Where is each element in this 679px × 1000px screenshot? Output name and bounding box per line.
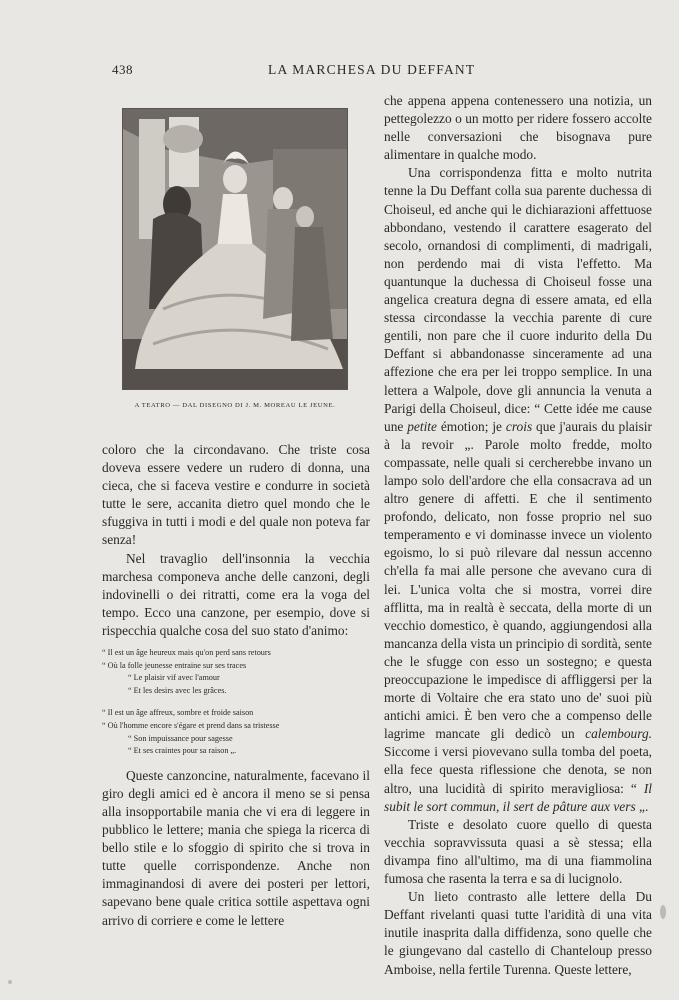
italic-text: Il subit le sort commun, il sert de pâture aux vers: [384, 780, 652, 814]
italic-text: calembourg.: [585, 726, 652, 742]
italic-text: petite: [407, 418, 437, 434]
text-run: Siccome i versi piovevano sulla tomba del poeta, ella fece questa riflessione che denota, se non altro, una lucidità di spirito meravigliosa: “: [384, 744, 652, 796]
paper-speck: [8, 980, 12, 984]
page-number: 438: [112, 62, 133, 77]
paragraph: Un lieto contrasto alle lettere della Du Deffant rivelanti quasi tutte l'aridità di una vita inutile inasprita dalla diffidenza, sono quelle che le giungevano dal castello di Chanteloup presso Amboise, nella fertile Turenna. Queste lettere,: [384, 889, 652, 977]
poem-line: “ Où l'homme encore s'égare et prend dans sa tristesse: [102, 721, 280, 730]
poem-line: “ Il est un âge affreux, sombre et froide saison: [102, 708, 254, 718]
paragraph: Triste e desolato cuore quello di questa vecchia sopravvissuta quasi a sè stessa; ella divampa fino all'ultimo, ma di una fiammolina fumosa che rasenta la terra e sa di lucignolo.: [384, 816, 652, 887]
paragraph: [384, 164, 652, 815]
poem-line: “ Et les desirs avec les grâces.: [128, 685, 227, 695]
poem-line: “ Où la folle jeunesse entraine sur ses traces: [102, 660, 247, 670]
stanza-gap: [102, 697, 370, 707]
italic-text: crois: [505, 418, 533, 434]
left-column: [102, 441, 370, 930]
poem-line: “ Et ses craintes pour sa raison „.: [128, 746, 237, 756]
paragraph: Queste canzoncine, naturalmente, facevano il giro degli amici ed è ancora il meno se si pensa alla insopportabile mania che vi era di leggere in pubblico le lettere; mania che spiega la ricerca di bello stile e lo sfoggio di spirito che si trova in tutte quelle corrispondenze. Anche non immaginandosi di avere dei posteri per lettori, sapevano bene quale critica sottile aspettava ogni arrivo di corriere e come le lettere: [102, 767, 370, 928]
text-run: Una corrispondenza fitta e molto nutrita tenne la Du Deffant colla sua parente duchessa di Choiseul, ed anche qui le dichiarazioni affettuose abbondano, vestendo il carattere esagerato del secolo, ornandosi di complimenti, di madrigali, non perdendo mai di vista l'effetto. Ma quantunque la duchessa di Choiseul fosse una angelica creatura degna di essere amata, ed ella stessa circondasse la vecchia parente di cure gentili, non pare che il cuore indurito della Du Deffant si abbandonasse sinceramente ad una affezione che era per lei troppo semplice. In una lettera a Walpole, dove gli annuncia la venuta a Parigi della Choiseul, dice: “ Cette idée me cause une: [384, 165, 652, 434]
paragraph: Nel travaglio dell'insonnia la vecchia marchesa componeva anche delle canzoni, degli indovinelli o dei ritratti, come era la voga del tempo. Ecco una canzone, per esempio, dove si rispecchia qualche cosa del suo stato d'animo:: [102, 550, 370, 638]
french-song-quote: [102, 647, 370, 758]
poem-line: “ Son impuissance pour sagesse: [128, 733, 233, 743]
poem-line: “ Il est un âge heureux mais qu'on perd sans retours: [102, 648, 271, 658]
text-run: émotion; je: [436, 418, 506, 434]
paragraph: coloro che la circondavano. Che triste cosa doveva essere vedere un rudero di donna, una cieca, che si faceva vestire e condurre in società tutte le sere, accanita dietro quel mondo che le sfuggiva in tutti i modi e del quale non poteva far senza!: [102, 442, 370, 548]
text-run: „.: [635, 798, 649, 814]
paragraph: che appena appena contenessero una notizia, un pettegolezzo o un motto per ridere fossero accolte nelle conversazioni che bisognava pure alimentare in qualche modo.: [384, 93, 652, 163]
running-title: LA MARCHESA DU DEFFANT: [268, 62, 476, 77]
poem-line: “ Le plaisir vif avec l'amour: [128, 673, 220, 683]
paper-speck: [660, 905, 666, 919]
illustration-caption: A TEATRO — DAL DISEGNO DI J. M. MOREAU LE JEUNE.: [134, 402, 336, 409]
text-run: que j'aurais du plaisir à la revoir „. Parole molto fredde, molto compassate, nelle quali si cercherebbe invano un lampo solo dell'ardore che ella consacrava ad un altro genere di affetti. E che il sentimento profondo, delicato, non fosse proprio nel suo temperamento e vi dominasse invece un violento egoismo, lo si può rilevare dal nessun accenno ch'ella fa mai alle persone che avevano cura di lei. L'unica volta che si mostra, vorrei dire afflitta, ma in realtà è seccata, della morte di un vecchio domestico, è quando, aggiungendosi alla mancanza della vista un principio di sordità, sente che le sfugge con esso un sostegno; e questa preoccupazione le impedisce di affliggersi per la morte di Voltaire che era stato uno de' suoi più antichi amici. È ben vero che a compenso delle lagrime mancate gli dedicò un: [384, 418, 652, 742]
right-column: [384, 92, 652, 979]
engraving-illustration: [122, 108, 348, 390]
